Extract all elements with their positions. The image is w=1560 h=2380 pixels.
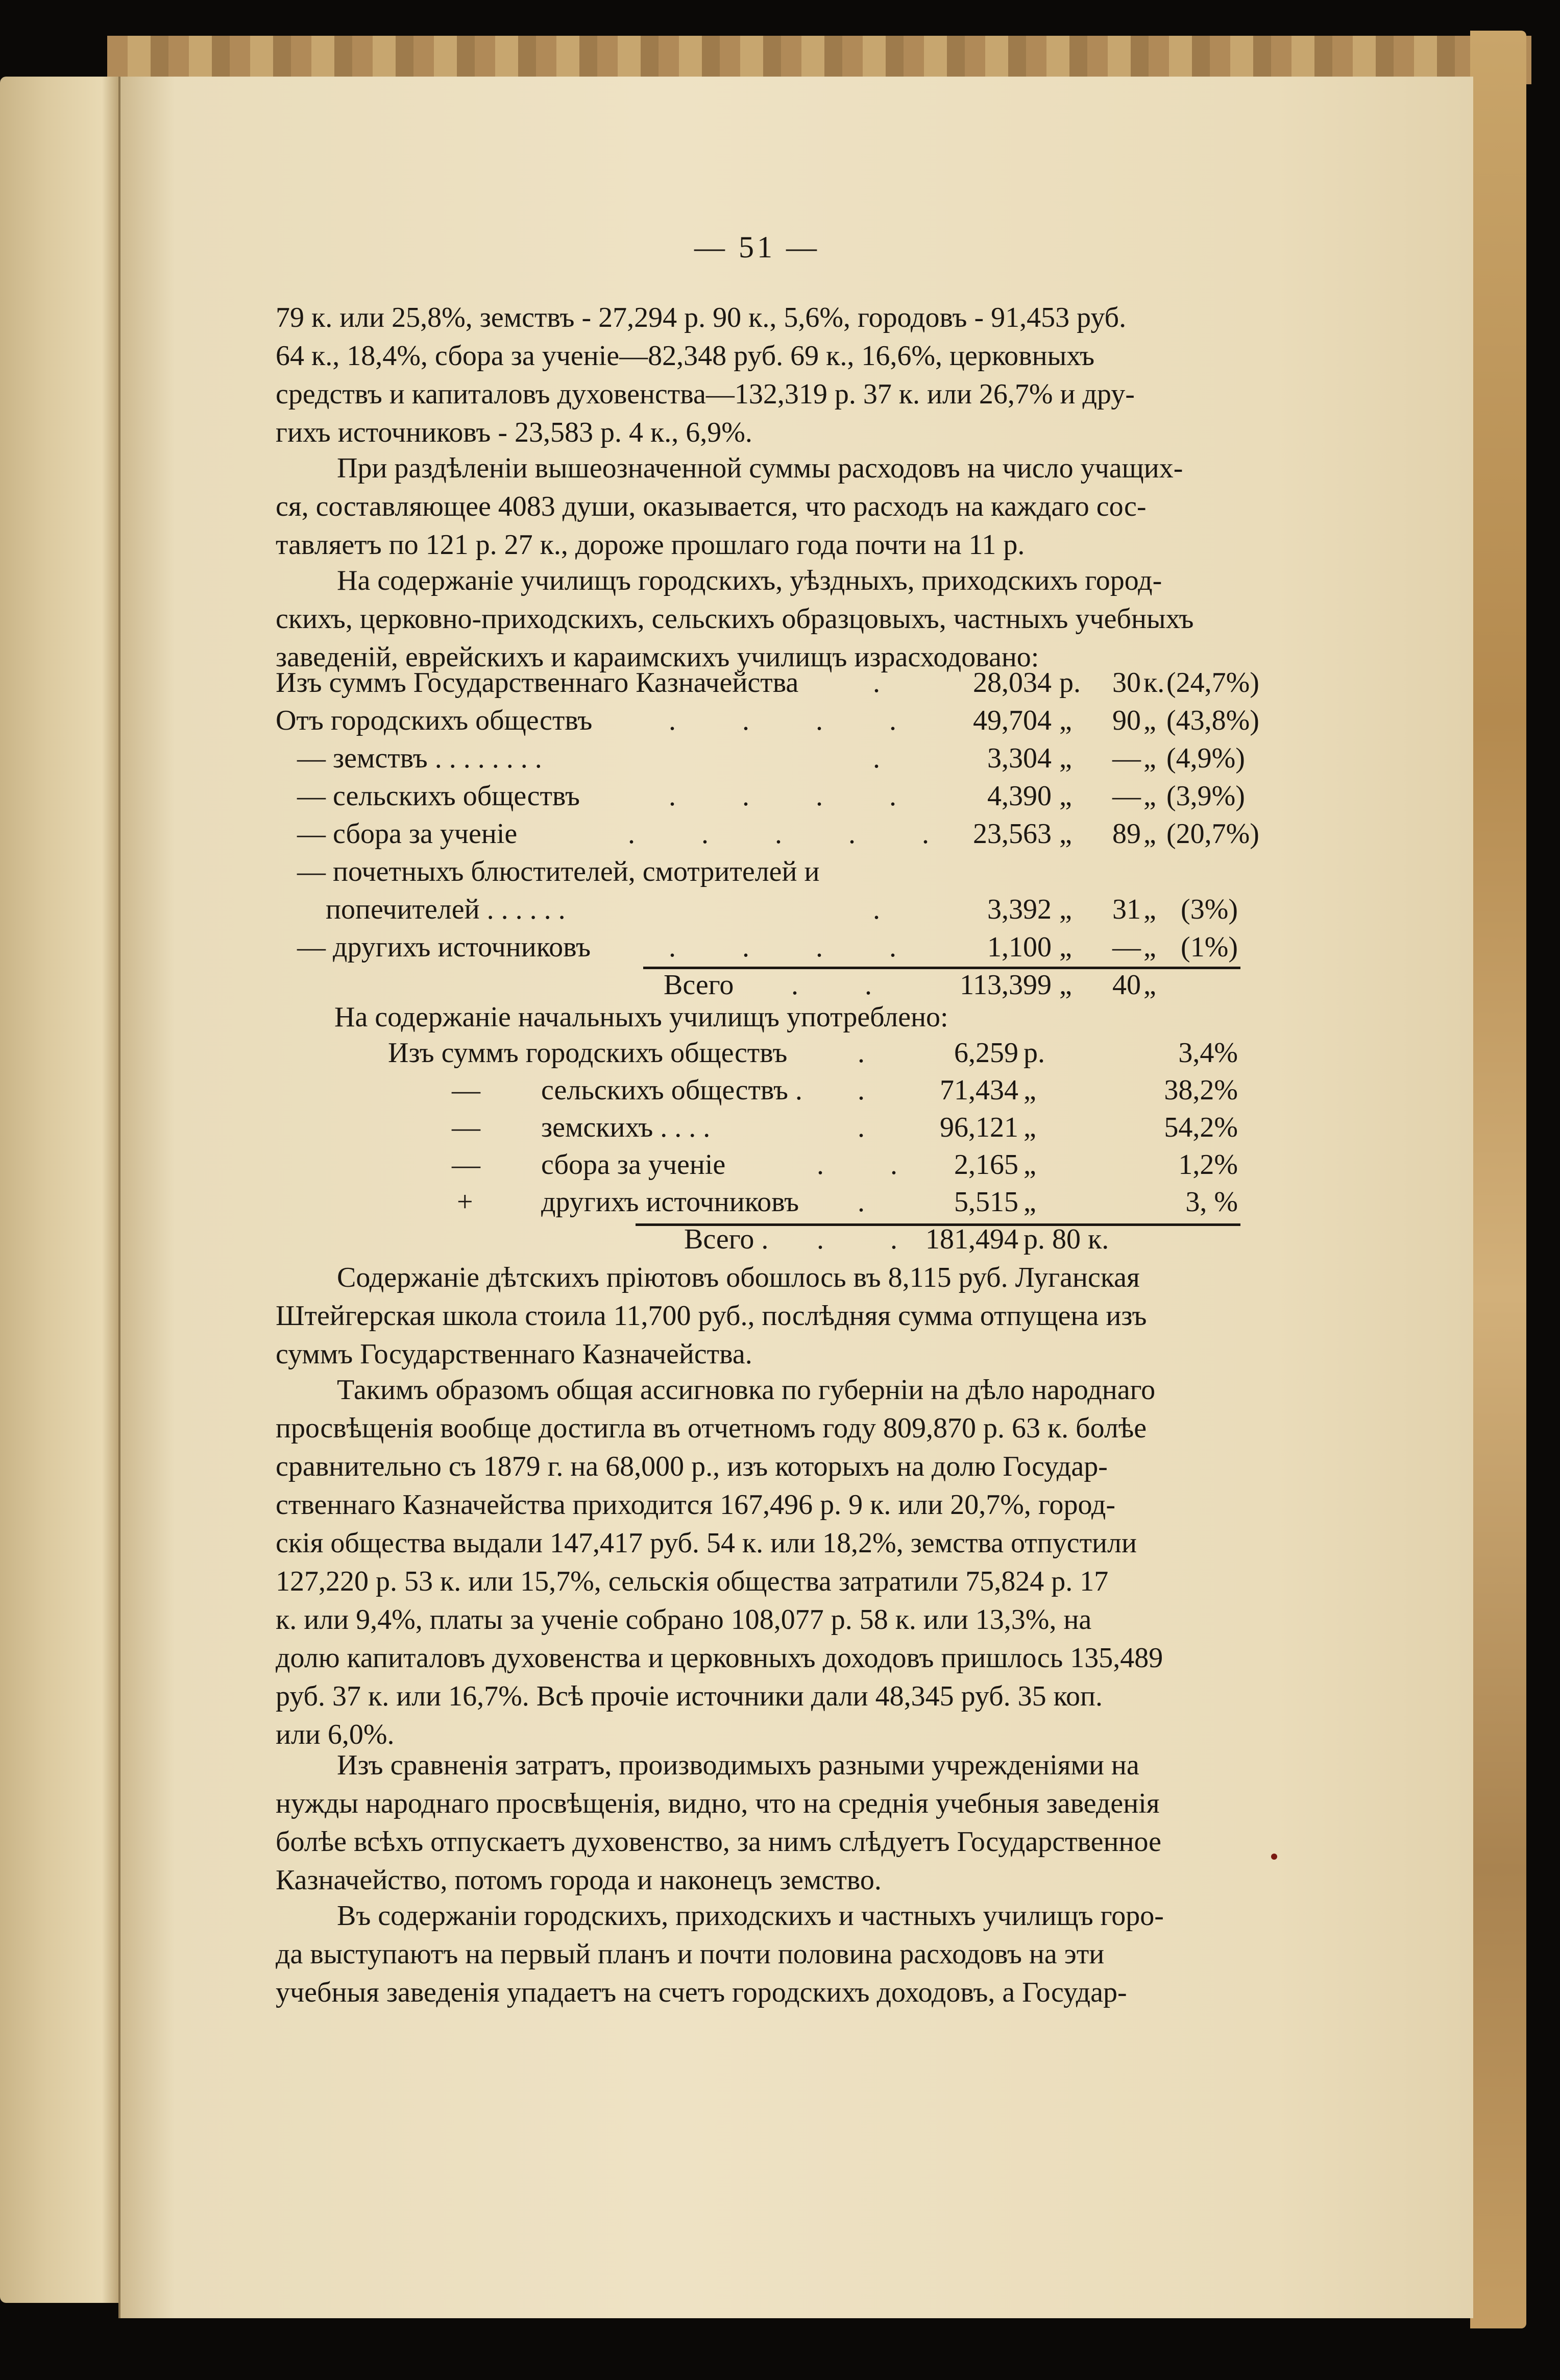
- percent: (24,7%): [1166, 667, 1259, 699]
- text-line: Такимъ образомъ общая ассигновка по губерніи на дѣло народнаго: [337, 1374, 1156, 1406]
- amount: 4,390: [987, 780, 1052, 812]
- unit: „: [1023, 1186, 1036, 1218]
- leader-dots: .: [873, 667, 910, 699]
- text-line: болѣе всѣхъ отпускаетъ духовенство, за нимъ слѣдуетъ Государственное: [276, 1826, 1162, 1858]
- table-row: [276, 1037, 1240, 1074]
- comparison-paragraph: [276, 1746, 1235, 1900]
- row-label: Изъ суммъ Государственнаго Казначейства: [276, 667, 799, 699]
- kopecks: —: [1112, 742, 1141, 774]
- row-lead: +: [457, 1186, 473, 1218]
- percent: 1,2%: [1178, 1149, 1238, 1181]
- row-label: — почетныхъ блюстителей, смотрителей и: [276, 856, 820, 887]
- total-assignment-paragraph: [276, 1371, 1235, 1754]
- text-line: просвѣщенія вообще достигла въ отчетномъ году 809,870 р. 63 к. болѣе: [276, 1412, 1147, 1444]
- division-paragraph: [276, 449, 1235, 564]
- leader-dots: .: [858, 1037, 894, 1069]
- table-row: [276, 893, 1240, 931]
- row-lead: —: [452, 1149, 480, 1181]
- text-line: нужды народнаго просвѣщенія, видно, что на среднія учебныя заведенія: [276, 1788, 1160, 1819]
- leader-dots: .: [873, 742, 910, 774]
- unit: „: [1059, 742, 1072, 774]
- amount: 96,121: [940, 1112, 1018, 1143]
- text-line: Содержаніе дѣтскихъ пріютовъ обошлось въ 8,115 руб. Луганская: [337, 1262, 1140, 1293]
- cities-paragraph: [276, 1897, 1235, 2012]
- leader-dots: . .: [817, 1223, 927, 1255]
- row-label: — другихъ источниковъ: [276, 931, 591, 963]
- text-line: 127,220 р. 53 к. или 15,7%, сельскія общества затратили 75,824 р. 17: [276, 1566, 1109, 1597]
- amount: 3,304: [987, 742, 1052, 774]
- unit: р. 80 к.: [1023, 1223, 1109, 1255]
- percent: 3, %: [1185, 1186, 1238, 1218]
- leader-dots: . . . .: [669, 780, 926, 812]
- book-cover-right-edge: [1470, 31, 1526, 2328]
- text-line: к. или 9,4%, платы за ученіе собрано 108,077 р. 58 к. или 13,3%, на: [276, 1604, 1092, 1636]
- text-line: гихъ источниковъ - 23,583 р. 4 к., 6,9%.: [276, 417, 752, 448]
- schools-paragraph: [276, 562, 1235, 677]
- row-label: земскихъ . . . .: [541, 1112, 711, 1143]
- unit: „: [1023, 1149, 1036, 1181]
- kopecks: 30: [1112, 667, 1141, 699]
- amount: 1,100: [987, 931, 1052, 963]
- percent: (4,9%): [1166, 742, 1245, 774]
- percent: 38,2%: [1164, 1074, 1238, 1106]
- unit: „: [1059, 931, 1072, 963]
- text-line: При раздѣленіи вышеозначенной суммы расходовъ на число учащих-: [337, 452, 1183, 484]
- text-line: тавляетъ по 121 р. 27 к., дороже прошлаго года почти на 11 р.: [276, 529, 1025, 561]
- row-label: — сельскихъ обществъ: [276, 780, 580, 812]
- text-line: ся, составляющее 4083 души, оказывается, что расходъ на каждаго сос-: [276, 491, 1147, 522]
- amount: 2,165: [954, 1149, 1018, 1181]
- unit: „: [1023, 1074, 1036, 1106]
- kopecks: —: [1112, 931, 1141, 963]
- text-line: руб. 37 к. или 16,7%. Всѣ прочіе источники дали 48,345 руб. 35 коп.: [276, 1680, 1103, 1712]
- row-label: другихъ источниковъ: [541, 1186, 799, 1218]
- table-row: [276, 818, 1259, 855]
- leader-dots: .: [858, 1186, 894, 1218]
- unit: „: [1059, 894, 1072, 925]
- row-label: — сбора за ученіе: [276, 818, 518, 850]
- total-row: [276, 1223, 1240, 1261]
- unit: „: [1059, 969, 1072, 1001]
- unit: „: [1143, 931, 1156, 963]
- percent: (1%): [1181, 931, 1238, 963]
- amount: 28,034: [973, 667, 1052, 699]
- text-line: Изъ сравненія затратъ, производимыхъ разными учрежденіями на: [337, 1749, 1139, 1781]
- facing-page: [0, 77, 120, 2303]
- text-line: или 6,0%.: [276, 1719, 395, 1750]
- unit: „: [1143, 969, 1156, 1001]
- unit: „: [1059, 780, 1072, 812]
- intro-paragraph: [276, 299, 1235, 452]
- unit: р.: [1023, 1037, 1045, 1069]
- text-line: средствъ и капиталовъ духовенства—132,319 р. 37 к. или 26,7% и дру-: [276, 378, 1135, 410]
- unit: „: [1143, 742, 1156, 774]
- row-lead: Изъ суммъ городскихъ обществъ: [388, 1037, 788, 1069]
- amount: 5,515: [954, 1186, 1018, 1218]
- kopecks: 90: [1112, 705, 1141, 736]
- percent: (3,9%): [1166, 780, 1245, 812]
- kopecks: 31: [1112, 894, 1141, 925]
- total-kopecks: 40: [1112, 969, 1141, 1001]
- text-line: суммъ Государственнаго Казначейства.: [276, 1338, 752, 1370]
- text-line: скихъ, церковно-приходскихъ, сельскихъ образцовыхъ, частныхъ учебныхъ: [276, 603, 1194, 635]
- leader-dots: . . . .: [669, 705, 926, 736]
- table-row: [276, 666, 1259, 704]
- kopecks: —: [1112, 780, 1141, 812]
- leader-dots: . .: [791, 969, 901, 1001]
- total-amount: 181,494: [925, 1223, 1018, 1255]
- unit: „: [1143, 780, 1156, 812]
- kopecks: 89: [1112, 818, 1141, 850]
- unit: „: [1059, 705, 1072, 736]
- row-label: Отъ городскихъ обществъ: [276, 705, 593, 736]
- percent: (43,8%): [1166, 705, 1259, 736]
- amount: 49,704: [973, 705, 1052, 736]
- table2-heading: На содержаніе начальныхъ училищъ употреблено:: [334, 1001, 948, 1033]
- unit: „: [1023, 1112, 1036, 1143]
- table-row: [276, 704, 1259, 742]
- amount: 71,434: [940, 1074, 1018, 1106]
- text-line: учебныя заведенія упадаетъ на счетъ городскихъ доходовъ, а Государ-: [276, 1977, 1127, 2008]
- text-line: ственнаго Казначейства приходится 167,496 р. 9 к. или 20,7%, город-: [276, 1489, 1115, 1521]
- page-number: — 51 —: [694, 230, 820, 264]
- text-line: да выступаютъ на первый планъ и почти половина расходовъ на эти: [276, 1938, 1105, 1970]
- row-label: попечителей . . . . . .: [276, 894, 566, 925]
- row-label: — земствъ . . . . . . . .: [276, 742, 542, 774]
- text-line: Въ содержаніи городскихъ, приходскихъ и частныхъ училищъ горо-: [337, 1900, 1164, 1932]
- text-line: скія общества выдали 147,417 руб. 54 к. или 18,2%, земства отпустили: [276, 1527, 1137, 1559]
- leader-dots: . .: [817, 1149, 927, 1181]
- table-row: [276, 742, 1245, 780]
- percent: (3%): [1181, 894, 1238, 925]
- text-line: На содержаніе училищъ городскихъ, уѣздныхъ, приходскихъ город-: [337, 565, 1162, 596]
- text-line: долю капиталовъ духовенства и церковныхъ доходовъ пришлось 135,489: [276, 1642, 1163, 1674]
- table-row: [276, 855, 1240, 893]
- amount: 23,563: [973, 818, 1052, 850]
- unit: „: [1143, 894, 1156, 925]
- text-line: заведеній, еврейскихъ и караимскихъ училищъ израсходовано:: [276, 641, 1039, 673]
- total-amount: 113,399: [960, 969, 1052, 1001]
- shelters-paragraph: [276, 1259, 1235, 1374]
- amount: 3,392: [987, 894, 1052, 925]
- row-label: сбора за ученіе: [541, 1149, 726, 1181]
- table-row: [276, 931, 1240, 969]
- table-row: [276, 780, 1245, 818]
- amount: 6,259: [954, 1037, 1018, 1069]
- unit: „: [1059, 818, 1072, 850]
- unit: „: [1143, 818, 1156, 850]
- row-label: сельскихъ обществъ .: [541, 1074, 802, 1106]
- table-row: [276, 1186, 1240, 1223]
- text-line: 64 к., 18,4%, сбора за ученіе—82,348 руб. 69 к., 16,6%, церковныхъ: [276, 340, 1095, 372]
- unit: „: [1143, 705, 1156, 736]
- text-line: 79 к. или 25,8%, земствъ - 27,294 р. 90 к., 5,6%, городовъ - 91,453 руб.: [276, 302, 1127, 333]
- table-row: [276, 1148, 1240, 1186]
- text-line: Штейгерская школа стоила 11,700 руб., послѣдняя сумма отпущена изъ: [276, 1300, 1147, 1332]
- ink-mark: [1271, 1854, 1277, 1860]
- percent: (20,7%): [1166, 818, 1259, 850]
- percent: 54,2%: [1164, 1112, 1238, 1143]
- text-line: Казначейство, потомъ города и наконецъ земство.: [276, 1864, 882, 1896]
- leader-dots: .: [858, 1112, 894, 1143]
- table-row: [276, 1111, 1240, 1149]
- row-lead: —: [452, 1074, 480, 1106]
- text-line: сравнительно съ 1879 г. на 68,000 р., изъ которыхъ на долю Государ-: [276, 1451, 1108, 1482]
- percent: 3,4%: [1178, 1037, 1238, 1069]
- leader-dots: . . . .: [669, 931, 926, 963]
- leader-dots: . . . . .: [628, 818, 959, 850]
- total-label: Всего: [664, 969, 734, 1001]
- leader-dots: .: [858, 1074, 894, 1106]
- row-lead: —: [452, 1112, 480, 1143]
- table-row: [276, 1074, 1240, 1112]
- leader-dots: .: [873, 894, 910, 925]
- unit: к.: [1143, 667, 1165, 699]
- total-label: Всего .: [684, 1223, 769, 1255]
- unit: р.: [1059, 667, 1081, 699]
